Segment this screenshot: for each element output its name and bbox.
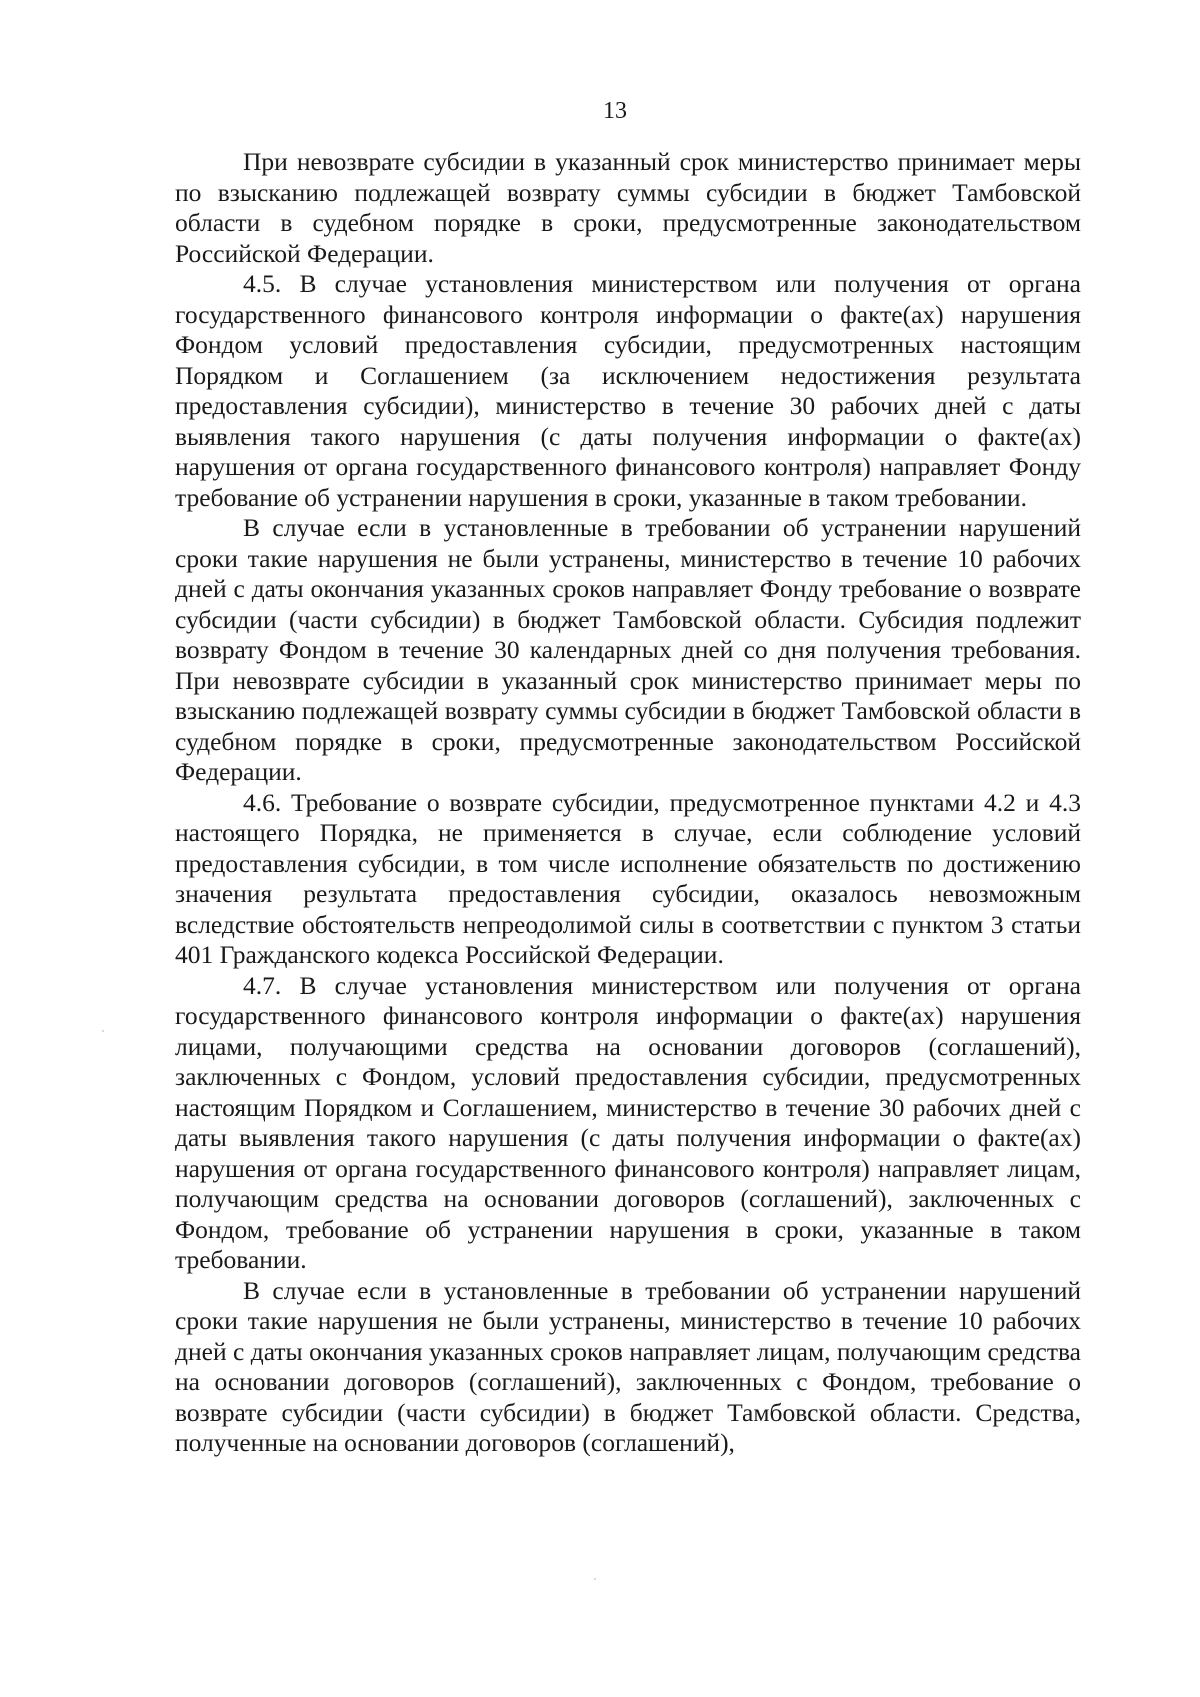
paragraph-4-5: 4.5. В случае установления министерством или получения от органа государственного финансового контроля информации о факте(ах) нарушения Фондом условий предоставления субсидии, предусмотренных настоящим Порядком и Соглашением (за исключением недостижения результата предоставления субсидии), министерство в течение 30 рабочих дней с даты выявления такого нарушения (с даты получения информации о факте(ах) нарушения от органа государственного финансового контроля) направляет Фонду требование об устранении нарушения в сроки, указанные в таком требовании.: [175, 269, 1081, 512]
paragraph-nonreturn-measures: При невозврате субсидии в указанный срок министерство принимает меры по взысканию подлежащей возврату суммы субсидии в бюджет Тамбовской области в судебном порядке в сроки, предусмотренные законодательством Российской Федерации.: [175, 147, 1081, 268]
paragraph-4-7: 4.7. В случае установления министерством или получения от органа государственного финансового контроля информации о факте(ах) нарушения лицами, получающими средства на основании договоров (соглашений), заключенных с Фондом, условий предоставления субсидии, предусмотренных настоящим Порядком и Соглашением, министерство в течение 30 рабочих дней с даты выявления такого нарушения (с даты получения информации о факте(ах) нарушения от органа государственного финансового контроля) направляет лицам, получающим средства на основании договоров (соглашений), заключенных с Фондом, требование об устранении нарушения в сроки, указанные в таком требовании.: [175, 970, 1081, 1274]
paragraph-4-7-continuation: В случае если в установленные в требовании об устранении нарушений сроки такие нарушения не были устранены, министерство в течение 10 рабочих дней с даты окончания указанных сроков направляет лицам, получающим средства на основании договоров (соглашений), заключенных с Фондом, требование о возврате субсидии (части субсидии) в бюджет Тамбовской области. Средства, полученные на основании договоров (соглашений),: [175, 1275, 1081, 1457]
scan-speck: [102, 1030, 104, 1032]
document-body: [175, 147, 1081, 1459]
scan-speck: [594, 1578, 596, 1580]
page-number: 13: [603, 98, 627, 124]
paragraph-4-5-continuation: В случае если в установленные в требовании об устранении нарушений сроки такие нарушения не были устранены, министерство в течение 10 рабочих дней с даты окончания указанных сроков направляет Фонду требование о возврате субсидии (части субсидии) в бюджет Тамбовской области. Субсидия подлежит возврату Фондом в течение 30 календарных дней со дня получения требования. При невозврате субсидии в указанный срок министерство принимает меры по взысканию подлежащей возврату суммы субсидии в бюджет Тамбовской области в судебном порядке в сроки, предусмотренные законодательством Российской Федерации.: [175, 513, 1081, 786]
paragraph-4-6: 4.6. Требование о возврате субсидии, предусмотренное пунктами 4.2 и 4.3 настоящего Порядка, не применяется в случае, если соблюдение условий предоставления субсидии, в том числе исполнение обязательств по достижению значения результата предоставления субсидии, оказалось невозможным вследствие обстоятельств непреодолимой силы в соответствии с пунктом 3 статьи 401 Гражданского кодекса Российской Федерации.: [175, 787, 1081, 969]
